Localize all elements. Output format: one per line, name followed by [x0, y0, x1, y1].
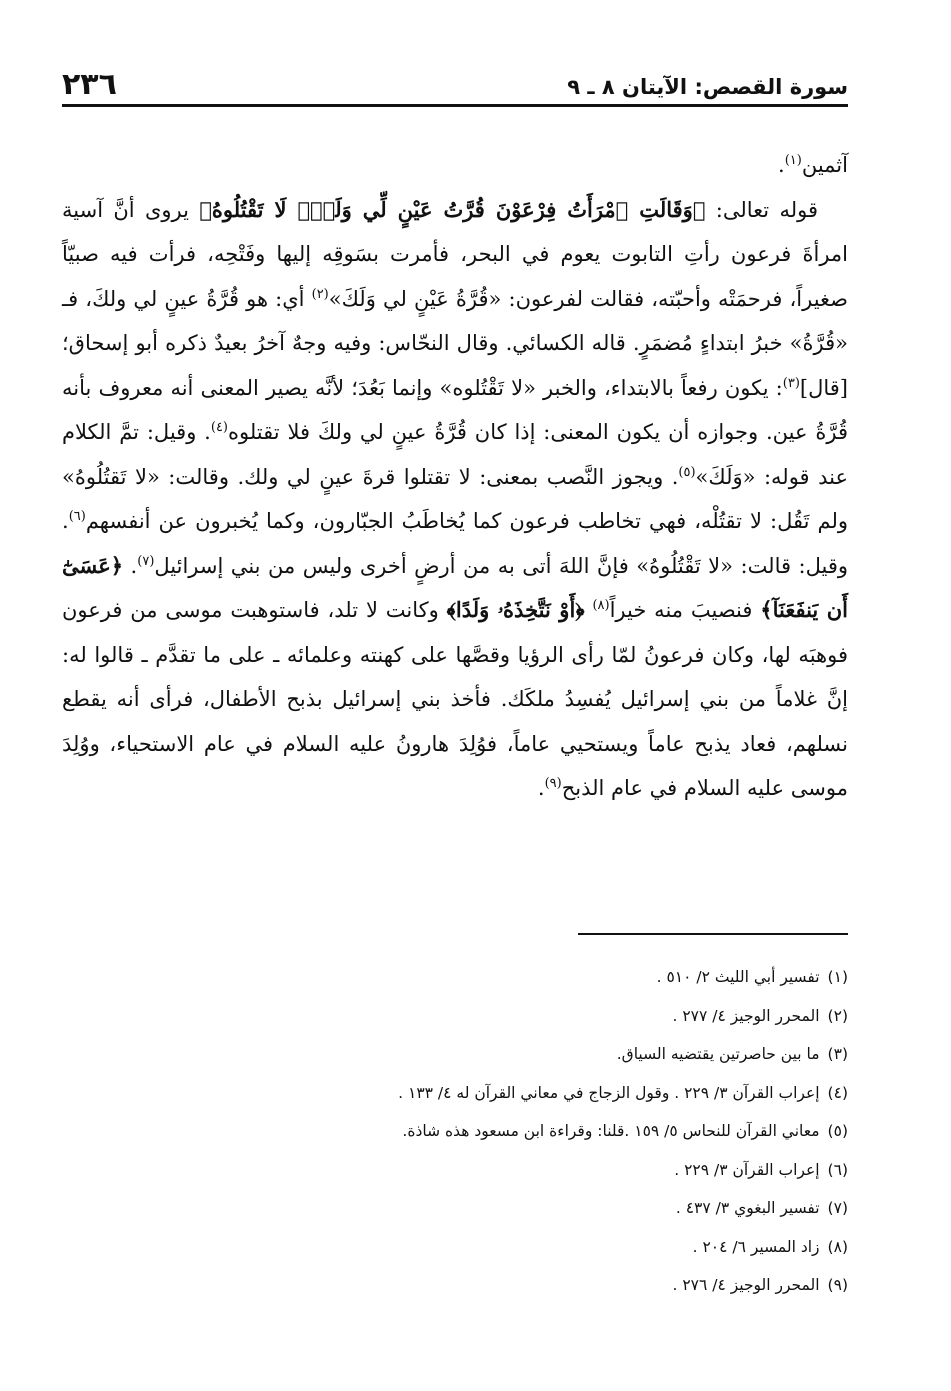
footnote-number: (٩) [827, 1276, 848, 1294]
footnote-number: (٧) [827, 1199, 848, 1217]
footnote-text: المحرر الوجيز ٤/ ٢٧٦ . [672, 1276, 820, 1294]
footnote-text: تفسير أبي الليث ٢/ ٥١٠ . [656, 968, 820, 986]
footnote-text: المحرر الوجيز ٤/ ٢٧٧ . [672, 1006, 820, 1025]
footnote-number: (٣) [827, 1045, 848, 1063]
text-span: . [537, 776, 545, 800]
paragraph-2 [62, 188, 848, 811]
footnote-ref-8[interactable]: (٨) [592, 598, 610, 613]
footnote-item [62, 1189, 848, 1228]
text-span: أي: هو قُرَّةُ عينٍ لي ولكَ، فـ «قُرَّةُ» خبرُ ابتداءٍ مُضمَرٍ. قاله الكسائي. وقال النحّاس: وفيه وجهٌ آخرُ بعيدٌ ذكره أبو إسحاق؛ [قال] [62, 286, 848, 400]
text-span: آثمين [801, 153, 848, 177]
footnote-number: (١) [827, 968, 848, 986]
footnote-number: (٥) [827, 1122, 848, 1140]
footnote-text: زاد المسير ٦/ ٢٠٤ . [692, 1237, 820, 1256]
footnote-ref-1[interactable]: (١) [784, 153, 802, 168]
footnote-ref-6[interactable]: (٦) [68, 509, 86, 524]
footnote-text: إعراب القرآن ٣/ ٢٢٩ . وقول الزجاج في معاني القرآن له ٤/ ١٣٣ . [398, 1083, 820, 1102]
text-span: قوله تعالى: [705, 197, 819, 222]
text-span: فنصيبَ منه خيراً [609, 598, 761, 622]
main-text [62, 143, 848, 811]
header-rule [62, 104, 848, 107]
footnote-text: إعراب القرآن ٣/ ٢٢٩ . [674, 1160, 820, 1179]
footnote-text: معاني القرآن للنحاس ٥/ ١٥٩ .قلنا: وقراءة ابن مسعود هذه شاذة. [402, 1122, 820, 1140]
footnote-text: ما بين حاصرتين يقتضيه السياق. [616, 1045, 820, 1063]
footnote-item [62, 1151, 848, 1190]
footnote-item [62, 1266, 848, 1305]
footnotes-list [62, 958, 848, 1305]
footnote-ref-4[interactable]: (٤) [210, 420, 228, 435]
quran-verse-3: ﴿أَوْ نَتَّخِذَهُۥ وَلَدًا﴾ [446, 597, 585, 622]
footnote-number: (٤) [827, 1083, 848, 1102]
text-span: . ويجوز النَّصب بمعنى: لا تقتلوا قرةَ عينٍ لي ولك. وقالت: «لا تَقتُلُوهُ» ولم تَقُل: لا تقتُلْه، فهي تخاطب فرعون كما يُخاطَبُ الجبّارون، وكما يُخبرون عن أنفسهم [62, 464, 848, 533]
footnote-text: تفسير البغوي ٣/ ٤٣٧ . [675, 1199, 820, 1217]
footnote-ref-3[interactable]: (٣) [782, 375, 800, 391]
text-span: . [123, 553, 138, 578]
text-span: . وقيل: قالت: «لا تَقْتُلُوهُ» فإنَّ اللهَ أتى به من أرضٍ أخرى وليس من بني إسرائيل [62, 509, 849, 578]
text-span: : يكون رفعاً بالابتداء، والخبر «لا تَقْتُلوه» وإنما بَعُدَ؛ لأنَّه يصير المعنى أنه معروف بأنه قُرَّةُ عين. وجوازه أن يكون المعنى: إذا كان قُرَّةُ عينٍ لي ولكَ فلا تقتلوه [62, 375, 848, 444]
text-span: وكانت لا تلد، فاستوهبت موسى من فرعون فوهبَه لها، وكان فرعونُ لمّا رأى الرؤيا وقصَّها على كهنته وعلمائه ـ على ما تقدَّم ـ قالوا له: إنَّ غلاماً من بني إسرائيل يُفسِدُ ملكَك. فأخذ بني إسرائيل بذبح الأطفال، فرأى أنه يقطع نسلهم، فعاد يذبح عاماً ويستحيي عاماً، فوُلِدَ هارونُ عليه السلام في عام الاستحياء، ووُلِدَ موسى عليه السلام في عام الذبح [62, 598, 848, 800]
footnote-item [62, 1035, 848, 1074]
footnote-separator [578, 933, 848, 935]
quran-verse-1: ﴿وَقَالَتِ ٱمْرَأَتُ فِرْعَوْنَ قُرَّتُ عَيْنٍ لِّي وَلَكَۖ لَا تَقْتُلُوهُ﴾ [199, 196, 706, 222]
footnote-number: (٦) [827, 1160, 848, 1179]
quran-verse-2: ﴿عَسَىٰٓ أَن يَنفَعَنَآ﴾ [62, 552, 848, 622]
footnote-item [62, 958, 848, 997]
text-span: . [778, 153, 785, 177]
footnote-item [62, 997, 848, 1036]
footnote-ref-9[interactable]: (٩) [544, 776, 562, 791]
running-header [62, 62, 848, 102]
surah-header-title: سورة القصص: الآيتان ٨ ـ ٩ [567, 75, 848, 99]
footnote-ref-2[interactable]: (٢) [311, 286, 329, 302]
footnote-number: (٨) [827, 1237, 848, 1256]
footnote-ref-7[interactable]: (٧) [137, 553, 155, 569]
footnote-number: (٢) [827, 1006, 848, 1025]
footnote-item [62, 1228, 848, 1267]
text-span: يروى أنَّ آسية امرأةَ فرعون رأتِ التابوت يعوم في البحر، فأمرت بسَوقِه إليها وفَتْحِه، فرأت فيه صبيّاً صغيراً، فرحمَتْه وأحبّته، فقالت لفرعون: «قُرَّةُ عَيْنٍ لي وَلَكَ» [62, 197, 848, 311]
page-number: ٢٣٦ [62, 67, 117, 102]
text-span: . وقيل: تمَّ الكلام عند قوله: «وَلَكَ» [62, 420, 848, 489]
footnote-ref-5[interactable]: (٥) [678, 464, 696, 480]
footnote-item [62, 1112, 848, 1151]
footnote-item [62, 1074, 848, 1113]
paragraph-1 [62, 143, 848, 188]
